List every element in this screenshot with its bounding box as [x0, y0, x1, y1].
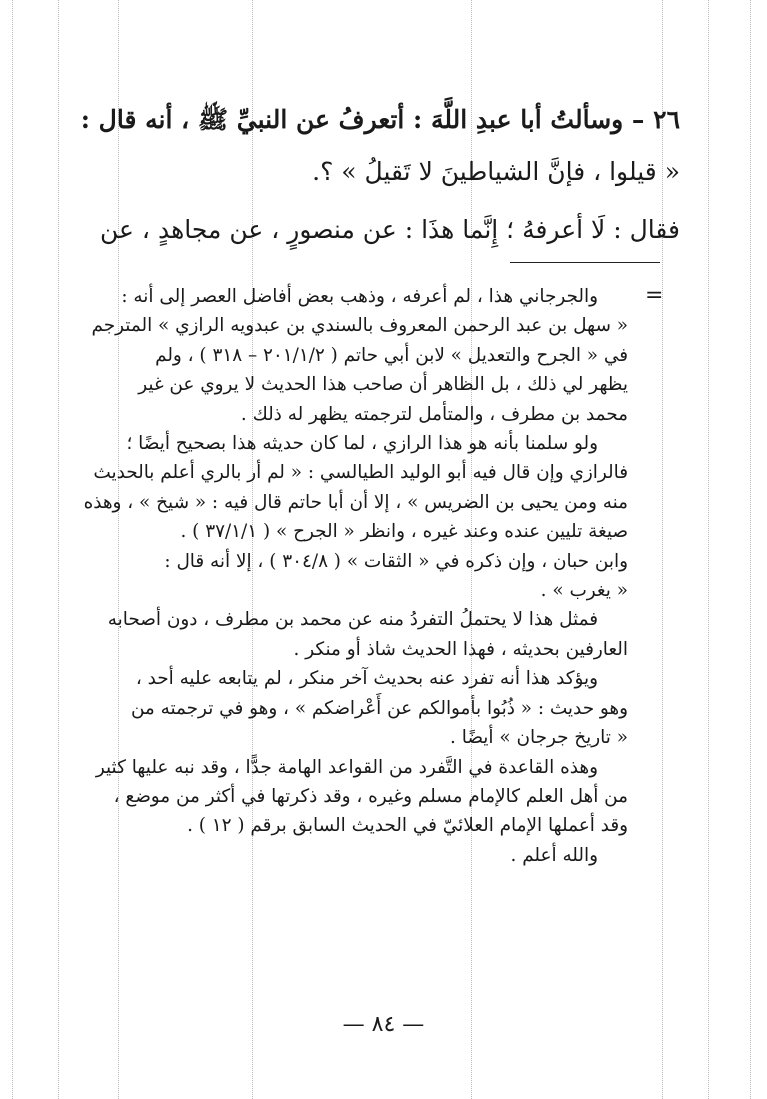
main-text — [80, 94, 680, 256]
footnote-line: ويؤكد هذا أنه تفرد عنه بحديث آخر منكر ، لم يتابعه عليه أحد ، — [135, 668, 598, 690]
footnote-line: والجرجاني هذا ، لم أعرفه ، وذهب بعض أفاضل العصر إلى أنه : — [121, 286, 598, 307]
footnote-line: فالرازي وإن قال فيه أبو الوليد الطيالسي : « لم أر بالري أعلم بالحديث — [93, 462, 628, 484]
main-line: ٢٦ – وسألتُ أبا عبدِ اللَّهَ : أتعرفُ عن النبيِّ ﷺ ، أنه قال : — [80, 105, 680, 134]
footnote-line: فمثل هذا لا يحتملُ التفردُ منه عن محمد بن مطرف ، دون أصحابه — [107, 609, 598, 631]
footnote-line: والله أعلم . — [510, 844, 598, 866]
continuation-marker: = — [645, 283, 664, 308]
footnote-line: صيغة تليين عنده وعند غيره ، وانظر « الجرح » ( ٣٧/١/١ ) . — [180, 521, 628, 543]
page-number: — ٨٤ — — [342, 1012, 425, 1037]
footnote-line: « سهل بن عبد الرحمن المعروف بالسندي بن عبدويه الرازي » المترجم — [91, 315, 628, 337]
footnote-line: العارفين بحديثه ، فهذا الحديث شاذ أو منكر . — [293, 638, 628, 660]
footnote-line: « يغرب » . — [540, 580, 628, 602]
footnote-line: منه ومن يحيى بن الضريس » ، إلا أن أبا حاتم قال فيه : « شيخ » ، وهذه — [83, 491, 628, 513]
footnote-line: وهذه القاعدة في التَّفرد من القواعد الهامة جدًّا ، وقد نبه عليها كثير — [95, 756, 598, 778]
footnote-line: « تاريخ جرجان » أيضًا . — [450, 727, 628, 749]
main-line: فقال : لَا أعرفهُ ؛ إِنَّما هذَا : عن منصورٍ ، عن مجاهدٍ ، عن — [100, 215, 680, 244]
footnote-line: وقد أعملها الإمام العلائيّ في الحديث السابق برقم ( ١٢ ) . — [187, 815, 628, 837]
footnote — [80, 282, 628, 870]
footnote-line: من أهل العلم كالإمام مسلم وغيره ، وقد ذكرتها في أكثر من موضع ، — [113, 785, 628, 807]
scan-guide-line — [750, 0, 751, 1099]
footnote-line: في « الجرح والتعديل » لابن أبي حاتم ( ٢٠١/١/٢ – ٣١٨ ) ، ولم — [155, 344, 628, 366]
footnote-line: يظهر لي ذلك ، بل الظاهر أن صاحب هذا الحديث لا يروي عن غير — [138, 374, 628, 396]
main-line: « قيلوا ، فإنَّ الشياطينَ لا تَقيلُ » ؟. — [312, 157, 680, 186]
footnote-line: ولو سلمنا بأنه هو هذا الرازي ، لما كان حديثه هذا بصحيح أيضًا ؛ — [126, 433, 598, 455]
footnote-line: وهو حديث : « ذُبُوا بأموالكم عن أَعْراضكم » ، وهو في ترجمته من — [130, 697, 628, 719]
footnote-line: وابن حبان ، وإن ذكره في « الثقات » ( ٣٠٤/٨ ) ، إلا أنه قال : — [164, 550, 628, 572]
scan-guide-line — [12, 0, 13, 1099]
scan-guide-line — [708, 0, 709, 1099]
footnote-line: محمد بن مطرف ، والمتأمل لترجمته يظهر له ذلك . — [240, 403, 628, 425]
scan-guide-line — [58, 0, 59, 1099]
footnote-separator — [510, 262, 660, 263]
